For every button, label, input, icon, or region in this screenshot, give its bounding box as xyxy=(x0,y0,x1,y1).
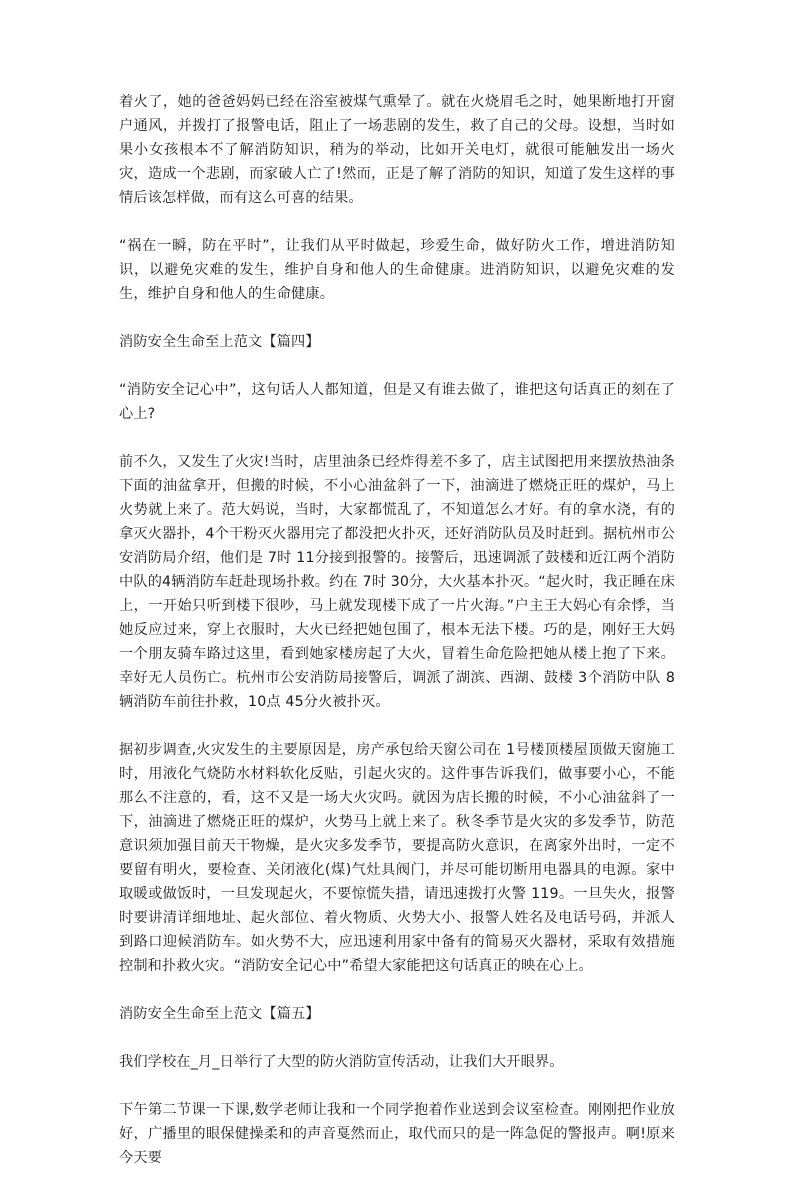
paragraph-3: “消防安全记心中”，这句话人人都知道，但是又有谁去做了，谁把这句话真正的刻在了心上? xyxy=(119,382,675,422)
paragraph-1: 着火了，她的爸爸妈妈已经在浴室被煤气熏晕了。就在火烧眉毛之时，她果断地打开窗户通风，并拨打了报警电话，阻止了一场悲剧的发生，救了自己的父母。设想，当时如果小女孩根本不了解消防知识，稍为的举动，比如开关电灯，就很可能触发出一场火灾，造成一个悲剧，而家破人亡了!然而，正是了解了消防的知识，知道了发生这样的事情后该怎样做，而有这么可喜的结果。 xyxy=(119,94,675,206)
paragraph-4: 前不久，又发生了火灾!当时，店里油条已经炸得差不多了，店主试图把用来摆放热油条下面的油盆拿开，但搬的时候，不小心油盆斜了一下，油滴进了燃烧正旺的煤炉，马上火势就上来了。范大妈说，当时，大家都慌乱了，不知道怎么才好。有的拿水浇，有的拿灭火器扑，4个干粉灭火器用完了都没把火扑灭，还好消防队员及时赶到。据杭州市公安消防局介绍，他们是 7时 11分接到报警的。接警后，迅速调派了鼓楼和近江两个消防中队的4辆消防车赶赴现场扑救。约在 7时 30分，大火基本扑灭。“起火时，我正睡在床上，一开始只听到楼下很吵，马上就发现楼下成了一片火海。”户主王大妈心有余悸，当她反应过来，穿上衣服时，大火已经把她包围了，根本无法下楼。巧的是，刚好王大妈一个朋友骑车路过这里，看到她家楼房起了大火，冒着生命危险把她从楼上抱了下来。幸好无人员伤亡。杭州市公安消防局接警后，调派了湖滨、西湖、鼓楼 3个消防中队 8辆消防车前往扑救，10点 45分火被扑灭。 xyxy=(119,454,675,710)
paragraph-5: 据初步调查,火灾发生的主要原因是，房产承包给天窗公司在 1号楼顶楼屋顶做天窗施工时，用液化气烧防水材料软化反贴，引起火灾的。这件事告诉我们，做事要小心，不能那么不注意的，看，这不又是一场大火灾吗。就因为店长搬的时候，不小心油盆斜了一下，油滴进了燃烧正旺的煤炉，火势马上就上来了。秋冬季节是火灾的多发季节，防范意识须加强目前天干物燥，是火灾多发季节，要提高防火意识，在离家外出时，一定不要留有明火，要检查、关闭液化(煤)气灶具阀门，并尽可能切断用电器具的电源。家中取暖或做饭时，一旦发现起火，不要惊慌失措，请迅速拨打火警 119。一旦失火，报警时要讲清详细地址、起火部位、着火物质、火势大小、报警人姓名及电话号码，并派人到路口迎候消防车。如火势不大，应迅速利用家中备有的简易灭火器材，采取有效措施控制和扑救火灾。“消防安全记心中”希望大家能把这句话真正的映在心上。 xyxy=(119,742,675,974)
section-heading-5: 消防安全生命至上范文【篇五】 xyxy=(119,1006,320,1022)
paragraph-6: 我们学校在_月_日举行了大型的防火消防宣传活动，让我们大开眼界。 xyxy=(119,1054,564,1070)
section-heading-4: 消防安全生命至上范文【篇四】 xyxy=(119,334,320,350)
paragraph-2: “祸在一瞬，防在平时”，让我们从平时做起，珍爱生命，做好防火工作，增进消防知识，以避免灾难的发生，维护自身和他人的生命健康。进消防知识，以避免灾难的发生，维护自身和他人的生命健康。 xyxy=(119,238,675,302)
paragraph-7: 下午第二节课一下课,数学老师让我和一个同学抱着作业送到会议室检查。刚刚把作业放好，广播里的眼保健操柔和的声音戛然而止，取代而只的是一阵急促的警报声。啊!原来今天要 xyxy=(119,1102,675,1166)
document-page xyxy=(119,90,675,1194)
